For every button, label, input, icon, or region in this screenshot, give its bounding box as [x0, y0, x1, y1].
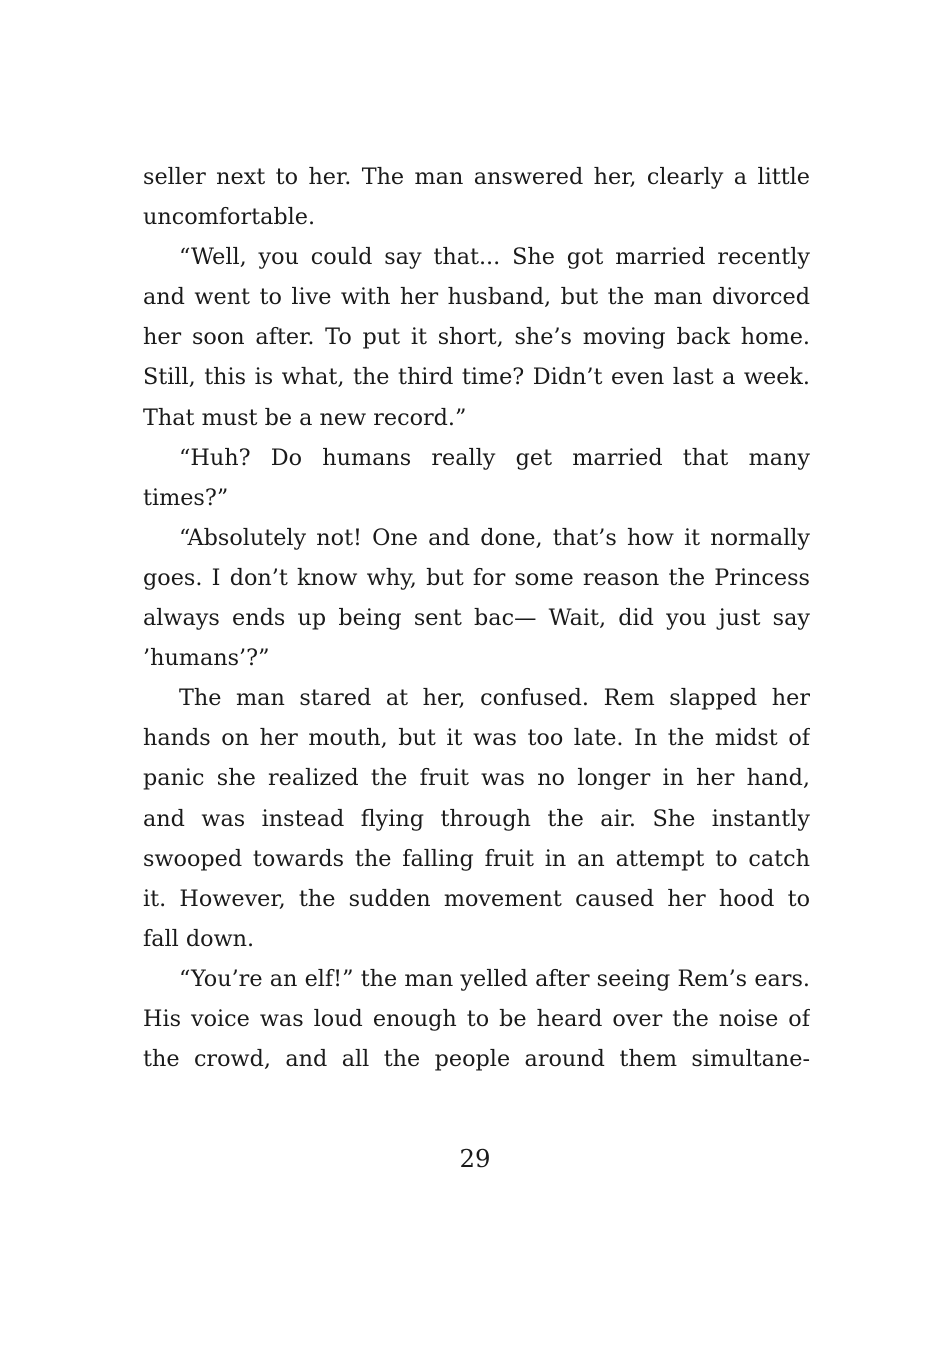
text-line: “You’re an elf!” the man yelled after seeing Rem’s ears.	[179, 965, 810, 992]
text-line: times?”	[143, 484, 229, 511]
text-line: That must be a new record.”	[143, 404, 467, 431]
text-line: and was instead flying through the air. She instantly	[143, 805, 810, 832]
text-line: panic she realized the fruit was no longer in her hand,	[143, 765, 810, 792]
text-line: and went to live with her husband, but the man divorced	[143, 284, 810, 311]
text-line: swooped towards the falling fruit in an attempt to catch	[143, 845, 810, 872]
text-line: The man stared at her, confused. Rem slapped her	[179, 685, 810, 712]
text-line: Still, this is what, the third time? Didn’t even last a week.	[143, 364, 810, 391]
text-line: His voice was loud enough to be heard over the noise of	[143, 1005, 810, 1032]
text-line: hands on her mouth, but it was too late. In the midst of	[143, 725, 810, 752]
body-text	[143, 157, 810, 1079]
text-line: uncomfortable.	[143, 204, 316, 231]
text-line: her soon after. To put it short, she’s moving back home.	[143, 324, 810, 351]
text-line: fall down.	[143, 925, 255, 952]
text-line: goes. I don’t know why, but for some reason the Princess	[143, 564, 810, 591]
text-line: “Well, you could say that... She got married recently	[179, 244, 810, 271]
text-line: always ends up being sent bac— Wait, did you just say	[143, 605, 810, 632]
text-line: seller next to her. The man answered her, clearly a little	[143, 164, 810, 190]
text-line: the crowd, and all the people around them simultane-	[143, 1046, 810, 1073]
text-line: “Absolutely not! One and done, that’s how it normally	[179, 524, 810, 551]
text-line: “Huh? Do humans really get married that many	[179, 444, 810, 471]
page-number: 29	[459, 1144, 491, 1173]
text-line: ’humans’?”	[143, 645, 270, 672]
text-line: it. However, the sudden movement caused her hood to	[143, 885, 810, 912]
